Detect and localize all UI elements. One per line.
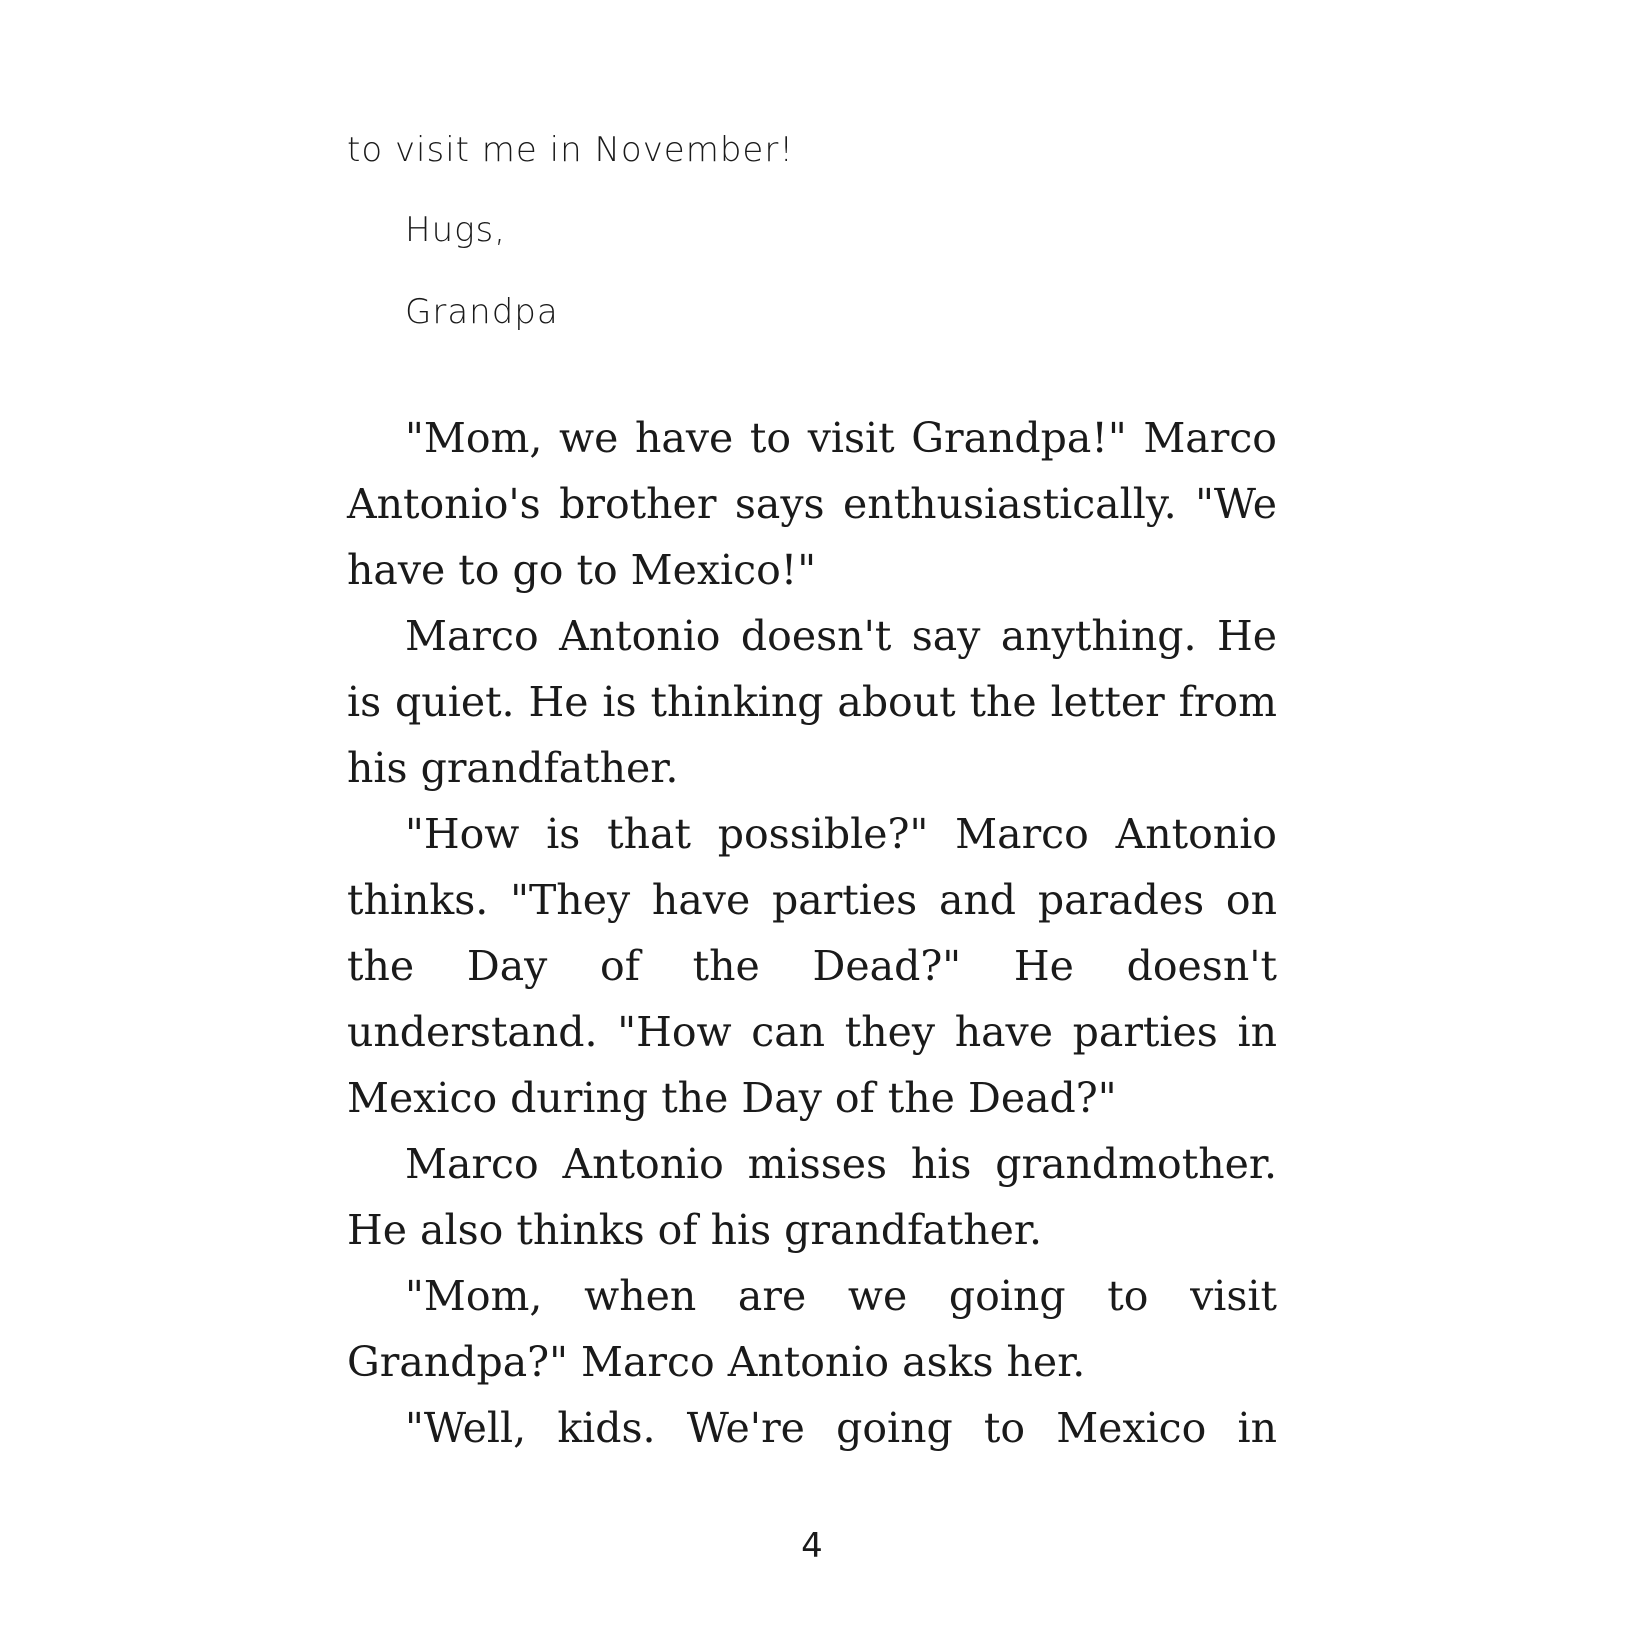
letter-signature: Grandpa [405,292,559,332]
paragraph: "Mom, when are we going to visit Grandpa?" Marco Antonio asks her. [347,1272,1277,1386]
paragraph-continued: "Well, kids. We're going to Mexico in [405,1404,1277,1452]
story-text [347,405,1277,1461]
paragraph: "Mom, we have to visit Grandpa!" Marco Antonio's brother says enthusiastically. "We have to go to Mexico!" [347,414,1277,594]
page-number: 4 [801,1526,823,1566]
paragraph: Marco Antonio misses his grandmother. He also thinks of his grandfather. [347,1140,1277,1254]
paragraph: "How is that possible?" Marco Antonio thinks. "They have parties and parades on the Day of the Dead?" He doesn't understand. "How can they have parties in Mexico during the Day of the Dead?" [347,810,1277,1122]
paragraph: Marco Antonio doesn't say anything. He is quiet. He is thinking about the letter from his grandfather. [347,612,1277,792]
letter-signoff: Hugs, [405,210,507,250]
letter-closing-line: to visit me in November! [347,130,794,170]
